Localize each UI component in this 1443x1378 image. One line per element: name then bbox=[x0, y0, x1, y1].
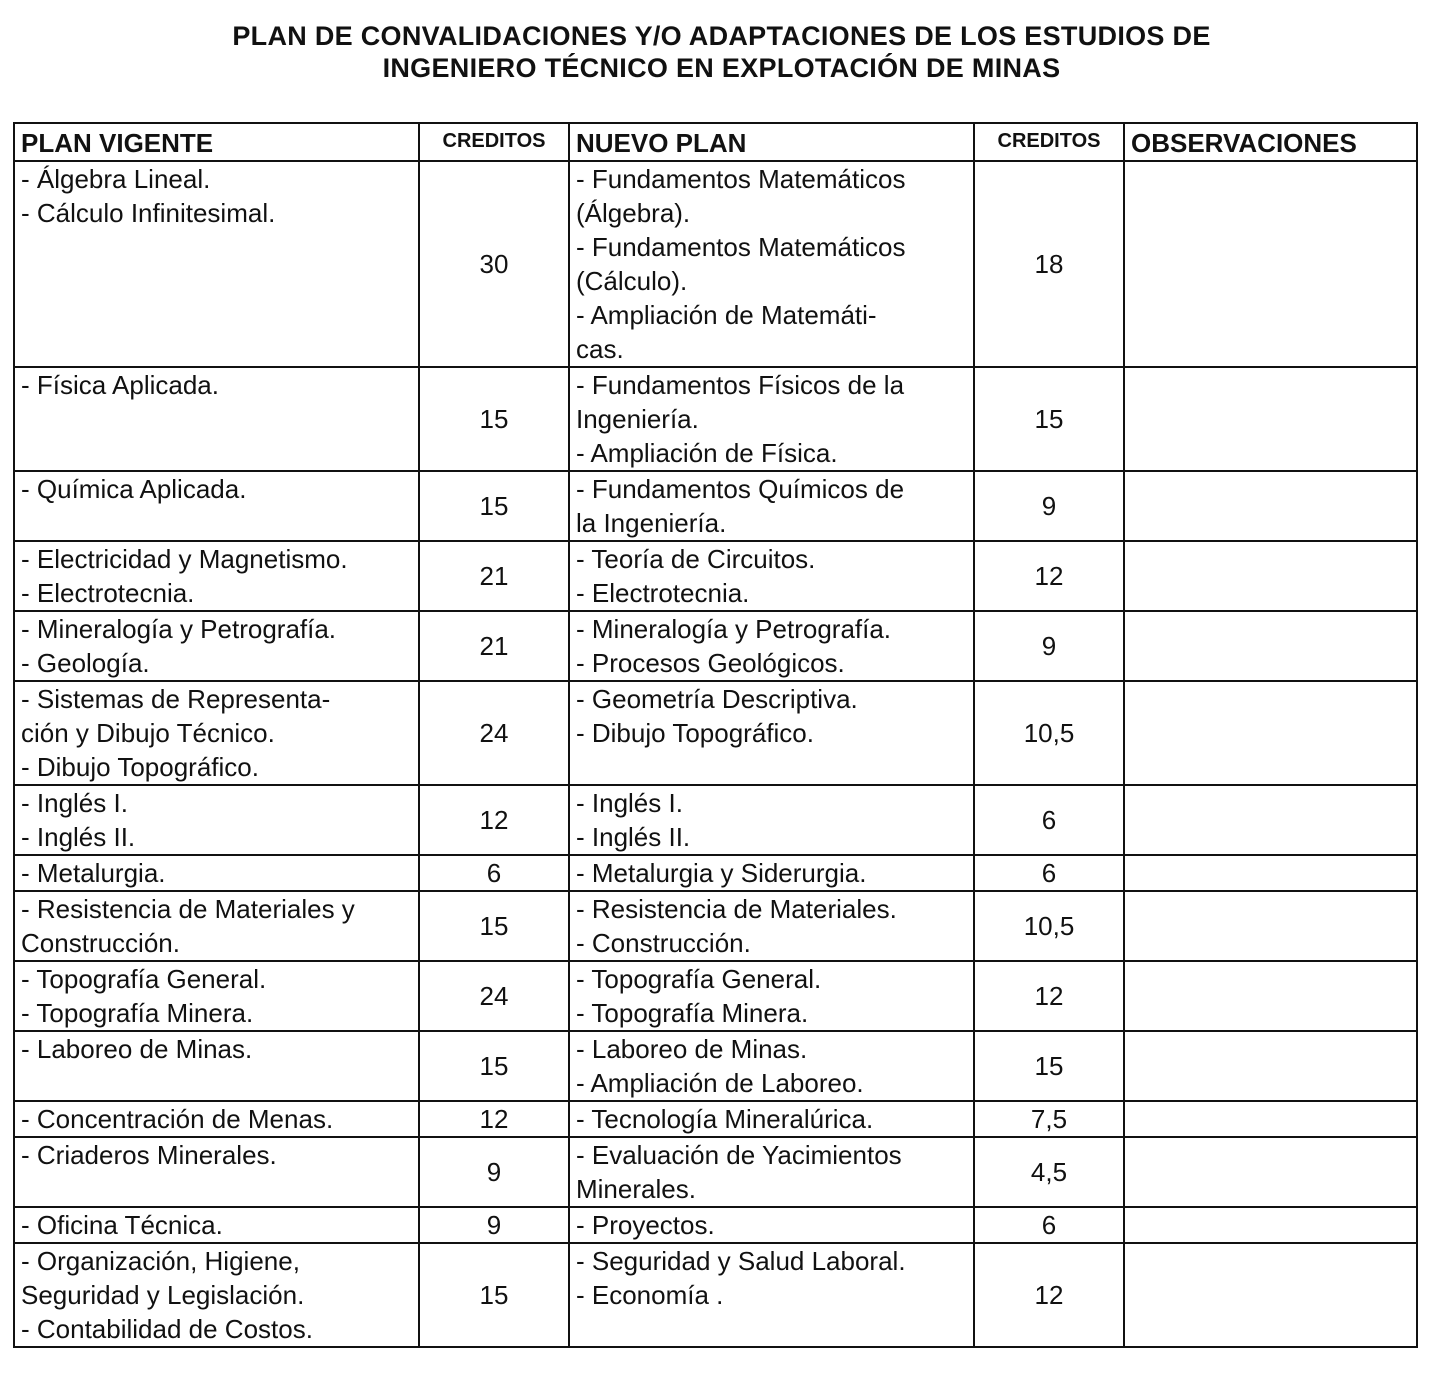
nuevo-plan-cell bbox=[569, 1137, 974, 1207]
nuevo-plan-cell-line: - Inglés I. bbox=[576, 788, 683, 818]
plan-vigente-cell bbox=[14, 961, 419, 1031]
table-row bbox=[14, 681, 1417, 785]
plan-vigente-cell bbox=[14, 855, 419, 891]
observaciones-cell bbox=[1124, 1243, 1417, 1347]
nuevo-plan-cell-line: Minerales. bbox=[576, 1174, 696, 1204]
creditos-vigente-cell: 15 bbox=[419, 1243, 569, 1347]
creditos-vigente-cell: 24 bbox=[419, 681, 569, 785]
document-title bbox=[0, 20, 1443, 84]
header-plan-vigente: PLAN VIGENTE bbox=[14, 123, 419, 161]
table-row bbox=[14, 785, 1417, 855]
observaciones-cell bbox=[1124, 785, 1417, 855]
observaciones-cell bbox=[1124, 891, 1417, 961]
nuevo-plan-cell-line: - Proyectos. bbox=[576, 1210, 715, 1240]
nuevo-plan-cell-line: - Procesos Geológicos. bbox=[576, 648, 845, 678]
observaciones-cell bbox=[1124, 541, 1417, 611]
nuevo-plan-cell-line: - Economía . bbox=[576, 1280, 724, 1310]
nuevo-plan-cell-line: - Ampliación de Matemáti- bbox=[576, 300, 877, 330]
observaciones-cell bbox=[1124, 161, 1417, 367]
plan-vigente-cell bbox=[14, 471, 419, 541]
creditos-vigente-cell: 15 bbox=[419, 367, 569, 471]
creditos-nuevo-cell: 6 bbox=[974, 785, 1124, 855]
nuevo-plan-cell-line: - Fundamentos Físicos de la bbox=[576, 370, 905, 400]
nuevo-plan-cell-line: - Inglés II. bbox=[576, 822, 691, 852]
nuevo-plan-cell bbox=[569, 1207, 974, 1243]
nuevo-plan-cell bbox=[569, 1243, 974, 1347]
plan-vigente-cell-line: - Laboreo de Minas. bbox=[21, 1034, 253, 1064]
nuevo-plan-cell-line: (Cálculo). bbox=[576, 266, 688, 296]
nuevo-plan-cell-line: cas. bbox=[576, 334, 624, 364]
creditos-vigente-cell: 12 bbox=[419, 1101, 569, 1137]
creditos-nuevo-cell: 6 bbox=[974, 1207, 1124, 1243]
creditos-nuevo-cell: 7,5 bbox=[974, 1101, 1124, 1137]
nuevo-plan-cell-line: - Teoría de Circuitos. bbox=[576, 544, 816, 574]
creditos-nuevo-cell: 10,5 bbox=[974, 681, 1124, 785]
plan-vigente-cell-line: - Química Aplicada. bbox=[21, 474, 247, 504]
nuevo-plan-cell-line: - Construcción. bbox=[576, 928, 751, 958]
nuevo-plan-cell-line: (Álgebra). bbox=[576, 198, 691, 228]
nuevo-plan-cell bbox=[569, 785, 974, 855]
table-row bbox=[14, 1243, 1417, 1347]
creditos-nuevo-cell: 15 bbox=[974, 1031, 1124, 1101]
plan-vigente-cell-line: - Organización, Higiene, bbox=[21, 1246, 300, 1276]
plan-vigente-cell-line: - Contabilidad de Costos. bbox=[21, 1314, 313, 1344]
table-row bbox=[14, 1101, 1417, 1137]
creditos-vigente-cell: 9 bbox=[419, 1207, 569, 1243]
plan-vigente-cell-line: Construcción. bbox=[21, 928, 180, 958]
plan-vigente-cell-line: - Mineralogía y Petrografía. bbox=[21, 614, 337, 644]
table-row bbox=[14, 1137, 1417, 1207]
observaciones-cell bbox=[1124, 961, 1417, 1031]
plan-vigente-cell-line: - Inglés II. bbox=[21, 822, 136, 852]
nuevo-plan-cell bbox=[569, 855, 974, 891]
nuevo-plan-cell bbox=[569, 161, 974, 367]
creditos-vigente-cell: 15 bbox=[419, 1031, 569, 1101]
creditos-nuevo-cell: 10,5 bbox=[974, 891, 1124, 961]
table-row bbox=[14, 611, 1417, 681]
nuevo-plan-cell-line: - Topografía General. bbox=[576, 964, 822, 994]
plan-vigente-cell-line: - Física Aplicada. bbox=[21, 370, 219, 400]
plan-vigente-cell-line: - Dibujo Topográfico. bbox=[21, 752, 259, 782]
table-row bbox=[14, 891, 1417, 961]
plan-vigente-cell bbox=[14, 1101, 419, 1137]
nuevo-plan-cell-line: - Tecnología Mineralúrica. bbox=[576, 1104, 874, 1134]
table-header-row bbox=[14, 123, 1417, 161]
nuevo-plan-cell-line: - Seguridad y Salud Laboral. bbox=[576, 1246, 906, 1276]
table-row bbox=[14, 541, 1417, 611]
nuevo-plan-cell bbox=[569, 891, 974, 961]
creditos-nuevo-cell: 18 bbox=[974, 161, 1124, 367]
observaciones-cell bbox=[1124, 367, 1417, 471]
plan-vigente-cell-line: - Álgebra Lineal. bbox=[21, 164, 211, 194]
creditos-vigente-cell: 9 bbox=[419, 1137, 569, 1207]
plan-vigente-cell-line: Seguridad y Legislación. bbox=[21, 1280, 305, 1310]
nuevo-plan-cell bbox=[569, 471, 974, 541]
table-row bbox=[14, 471, 1417, 541]
plan-vigente-cell-line: - Topografía Minera. bbox=[21, 998, 254, 1028]
creditos-nuevo-cell: 12 bbox=[974, 1243, 1124, 1347]
nuevo-plan-cell-line: - Ampliación de Física. bbox=[576, 438, 838, 468]
creditos-vigente-cell: 30 bbox=[419, 161, 569, 367]
nuevo-plan-cell-line: - Fundamentos Matemáticos bbox=[576, 232, 906, 262]
nuevo-plan-cell-line: - Geometría Descriptiva. bbox=[576, 684, 858, 714]
nuevo-plan-cell-line: - Electrotecnia. bbox=[576, 578, 750, 608]
nuevo-plan-cell bbox=[569, 541, 974, 611]
plan-vigente-cell bbox=[14, 367, 419, 471]
creditos-vigente-cell: 24 bbox=[419, 961, 569, 1031]
nuevo-plan-cell-line: - Ampliación de Laboreo. bbox=[576, 1068, 864, 1098]
nuevo-plan-cell-line: - Fundamentos Químicos de bbox=[576, 474, 905, 504]
creditos-nuevo-cell: 9 bbox=[974, 471, 1124, 541]
observaciones-cell bbox=[1124, 1207, 1417, 1243]
plan-vigente-cell-line: - Geología. bbox=[21, 648, 150, 678]
creditos-nuevo-cell: 9 bbox=[974, 611, 1124, 681]
convalidation-table bbox=[13, 122, 1418, 1348]
nuevo-plan-cell-line: - Topografía Minera. bbox=[576, 998, 809, 1028]
creditos-vigente-cell: 6 bbox=[419, 855, 569, 891]
plan-vigente-cell-line: - Concentración de Menas. bbox=[21, 1104, 334, 1134]
plan-vigente-cell bbox=[14, 161, 419, 367]
observaciones-cell bbox=[1124, 611, 1417, 681]
creditos-vigente-cell: 21 bbox=[419, 611, 569, 681]
observaciones-cell bbox=[1124, 855, 1417, 891]
nuevo-plan-cell-line: - Resistencia de Materiales. bbox=[576, 894, 897, 924]
observaciones-cell bbox=[1124, 471, 1417, 541]
nuevo-plan-cell-line: Ingeniería. bbox=[576, 404, 699, 434]
nuevo-plan-cell-line: - Laboreo de Minas. bbox=[576, 1034, 808, 1064]
creditos-vigente-cell: 15 bbox=[419, 891, 569, 961]
plan-vigente-cell-line: - Inglés I. bbox=[21, 788, 128, 818]
creditos-nuevo-cell: 12 bbox=[974, 961, 1124, 1031]
header-nuevo-plan: NUEVO PLAN bbox=[569, 123, 974, 161]
plan-vigente-cell-line: - Topografía General. bbox=[21, 964, 267, 994]
nuevo-plan-cell bbox=[569, 1101, 974, 1137]
plan-vigente-cell-line: - Resistencia de Materiales y bbox=[21, 894, 355, 924]
table-row bbox=[14, 961, 1417, 1031]
plan-vigente-cell bbox=[14, 1137, 419, 1207]
plan-vigente-cell bbox=[14, 541, 419, 611]
nuevo-plan-cell-line: - Evaluación de Yacimientos bbox=[576, 1140, 902, 1170]
plan-vigente-cell-line: - Electricidad y Magnetismo. bbox=[21, 544, 348, 574]
nuevo-plan-cell bbox=[569, 961, 974, 1031]
header-creditos-vigente: CREDITOS bbox=[419, 123, 569, 161]
plan-vigente-cell bbox=[14, 785, 419, 855]
table-row bbox=[14, 1207, 1417, 1243]
nuevo-plan-cell-line: la Ingeniería. bbox=[576, 508, 727, 538]
creditos-vigente-cell: 12 bbox=[419, 785, 569, 855]
nuevo-plan-cell bbox=[569, 611, 974, 681]
nuevo-plan-cell bbox=[569, 367, 974, 471]
plan-vigente-cell bbox=[14, 891, 419, 961]
observaciones-cell bbox=[1124, 1101, 1417, 1137]
plan-vigente-cell bbox=[14, 681, 419, 785]
plan-vigente-cell bbox=[14, 1207, 419, 1243]
plan-vigente-cell-line: - Sistemas de Representa- bbox=[21, 684, 331, 714]
plan-vigente-cell-line: - Metalurgia. bbox=[21, 858, 166, 888]
plan-vigente-cell-line: - Criaderos Minerales. bbox=[21, 1140, 277, 1170]
plan-vigente-cell-line: - Cálculo Infinitesimal. bbox=[21, 198, 276, 228]
title-line-2: INGENIERO TÉCNICO EN EXPLOTACIÓN DE MINAS bbox=[382, 53, 1061, 83]
nuevo-plan-cell-line: - Mineralogía y Petrografía. bbox=[576, 614, 892, 644]
observaciones-cell bbox=[1124, 681, 1417, 785]
table-row bbox=[14, 855, 1417, 891]
creditos-nuevo-cell: 15 bbox=[974, 367, 1124, 471]
table-row bbox=[14, 367, 1417, 471]
creditos-nuevo-cell: 6 bbox=[974, 855, 1124, 891]
nuevo-plan-cell bbox=[569, 681, 974, 785]
creditos-vigente-cell: 15 bbox=[419, 471, 569, 541]
observaciones-cell bbox=[1124, 1031, 1417, 1101]
table-row bbox=[14, 161, 1417, 367]
title-line-1: PLAN DE CONVALIDACIONES Y/O ADAPTACIONES DE LOS ESTUDIOS DE bbox=[232, 21, 1211, 51]
table-body bbox=[14, 161, 1417, 1347]
nuevo-plan-cell bbox=[569, 1031, 974, 1101]
observaciones-cell bbox=[1124, 1137, 1417, 1207]
table-row bbox=[14, 1031, 1417, 1101]
plan-vigente-cell bbox=[14, 1031, 419, 1101]
nuevo-plan-cell-line: - Dibujo Topográfico. bbox=[576, 718, 814, 748]
header-creditos-nuevo: CREDITOS bbox=[974, 123, 1124, 161]
plan-vigente-cell-line: - Oficina Técnica. bbox=[21, 1210, 223, 1240]
creditos-nuevo-cell: 4,5 bbox=[974, 1137, 1124, 1207]
creditos-nuevo-cell: 12 bbox=[974, 541, 1124, 611]
plan-vigente-cell-line: - Electrotecnia. bbox=[21, 578, 195, 608]
creditos-vigente-cell: 21 bbox=[419, 541, 569, 611]
plan-vigente-cell bbox=[14, 611, 419, 681]
header-observaciones: OBSERVACIONES bbox=[1124, 123, 1417, 161]
nuevo-plan-cell-line: - Fundamentos Matemáticos bbox=[576, 164, 906, 194]
nuevo-plan-cell-line: - Metalurgia y Siderurgia. bbox=[576, 858, 867, 888]
plan-vigente-cell bbox=[14, 1243, 419, 1347]
plan-vigente-cell-line: ción y Dibujo Técnico. bbox=[21, 718, 275, 748]
